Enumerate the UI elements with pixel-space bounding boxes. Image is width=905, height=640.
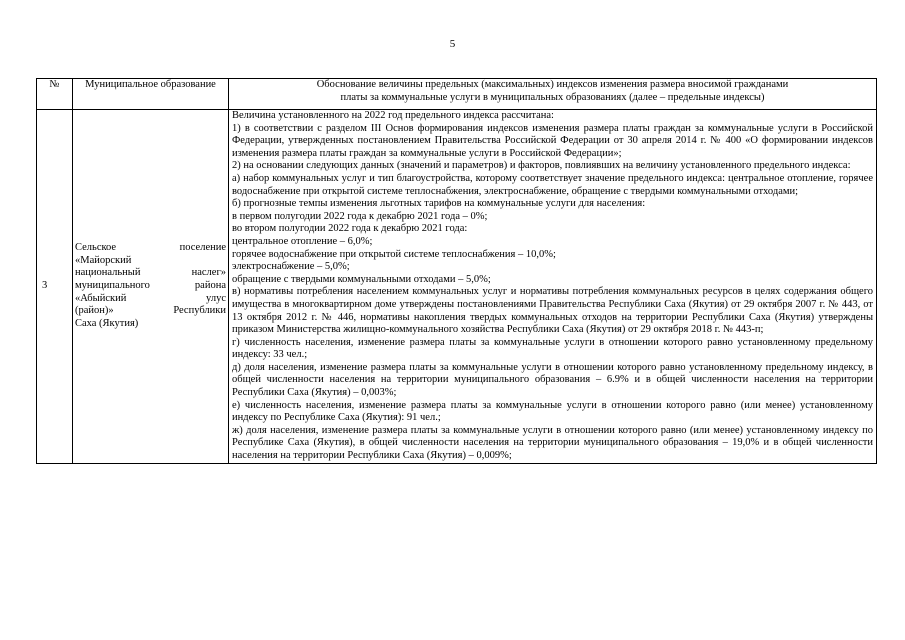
paragraph: в) нормативы потребления населением коммунальных услуг и нормативы потребления коммунальных ресурсов в целях содержания общего имущества в многоквартирном доме утверждены постановлениями Правительства Республики Саха (Якутия) от 29 октября 2007 г. № 443, от 13 октября 2012 г. № 446, нормативы накопления твердых коммунальных отходов на территории Республики Саха (Якутия) утверждены приказом Министерства жилищно-коммунального хозяйства Республики Саха (Якутия) от 29 октября 2018 г. № 443-п;	[232, 286, 873, 336]
municipality-line: Саха (Якутия)	[75, 317, 139, 329]
row-number: 3	[37, 110, 73, 464]
paragraph: во втором полугодии 2022 года к декабрю 2021 года:	[232, 223, 468, 235]
table-row	[37, 110, 877, 464]
header-justification-line2: платы за коммунальные услуги в муниципальных образованиях (далее – предельные индексы)	[340, 91, 765, 103]
paragraph: е) численность населения, изменение размера платы за коммунальные услуги в отношении которого равно (или менее) установленному индексу по Республике Саха (Якутия): 91 чел.;	[232, 399, 873, 424]
municipality-line: Сельское поселение	[75, 242, 226, 254]
page-number: 5	[449, 38, 456, 50]
justification-cell	[229, 110, 877, 464]
paragraph: центральное отопление – 6,0%;	[232, 235, 373, 247]
municipality-line: национальный наслег»	[75, 267, 226, 279]
paragraph: в первом полугодии 2022 года к декабрю 2021 года – 0%;	[232, 210, 488, 222]
paragraph: ж) доля населения, изменение размера платы за коммунальные услуги в отношении которого равно (или менее) установленному индексу по Республике Саха (Якутия), в общей численности населения на территории муниципального образования – 19,0% и в общей численности населения на территории Республики Саха (Якутия) – 0,009%;	[232, 424, 873, 462]
paragraph: а) набор коммунальных услуг и тип благоустройства, которому соответствует значение предельного индекса: центральное отопление, горячее водоснабжение при открытой системе теплоснабжения, электроснабжение, обращение с твердыми коммунальными отходами;	[232, 172, 873, 197]
paragraph: обращение с твердыми коммунальными отходами – 5,0%;	[232, 273, 491, 285]
municipality-line: муниципального района	[75, 280, 226, 292]
paragraph: электроснабжение – 5,0%;	[232, 261, 350, 273]
header-municipality: Муниципальное образование	[73, 79, 229, 110]
municipality-cell	[73, 110, 229, 464]
header-justification-line1: Обоснование величины предельных (максимальных) индексов изменения размера вносимой гражданами	[316, 79, 789, 90]
header-number: №	[37, 79, 73, 110]
paragraph: д) доля населения, изменение размера платы за коммунальные услуги в отношении которого равно установленному предельному индексу, в общей численности населения на территории муниципального образования – 6.9% и в общей численности населения на территории Республики Саха (Якутия) – 0,003%;	[232, 361, 873, 399]
municipality-line: (район)» Республики	[75, 305, 226, 317]
paragraph: горячее водоснабжение при открытой системе теплоснабжения – 10,0%;	[232, 248, 556, 260]
justification-table	[36, 78, 877, 464]
paragraph: 2) на основании следующих данных (значений и параметров) и факторов, повлиявших на величину установленного предельного индекса:	[232, 160, 851, 172]
table-header-row	[37, 79, 877, 110]
municipality-line: «Абыйский улус	[75, 292, 226, 304]
municipality-line: «Майорский	[75, 254, 132, 266]
header-justification	[229, 79, 877, 110]
paragraph: б) прогнозные темпы изменения льготных тарифов на коммунальные услуги для населения:	[232, 198, 646, 210]
paragraph: г) численность населения, изменение размера платы за коммунальные услуги в отношении которого равно установленному предельному индексу: 33 чел.;	[232, 336, 873, 361]
paragraph: 1) в соответствии с разделом III Основ формирования индексов изменения размера платы граждан за коммунальные услуги в Российской Федерации, утвержденных постановлением Правительства Российской Федерации от 30 апреля 2014 г. № 400 «О формировании индексов изменения размера платы граждан за коммунальные услуги в Российской Федерации»;	[232, 122, 873, 159]
paragraph: Величина установленного на 2022 год предельного индекса рассчитана:	[232, 110, 554, 121]
